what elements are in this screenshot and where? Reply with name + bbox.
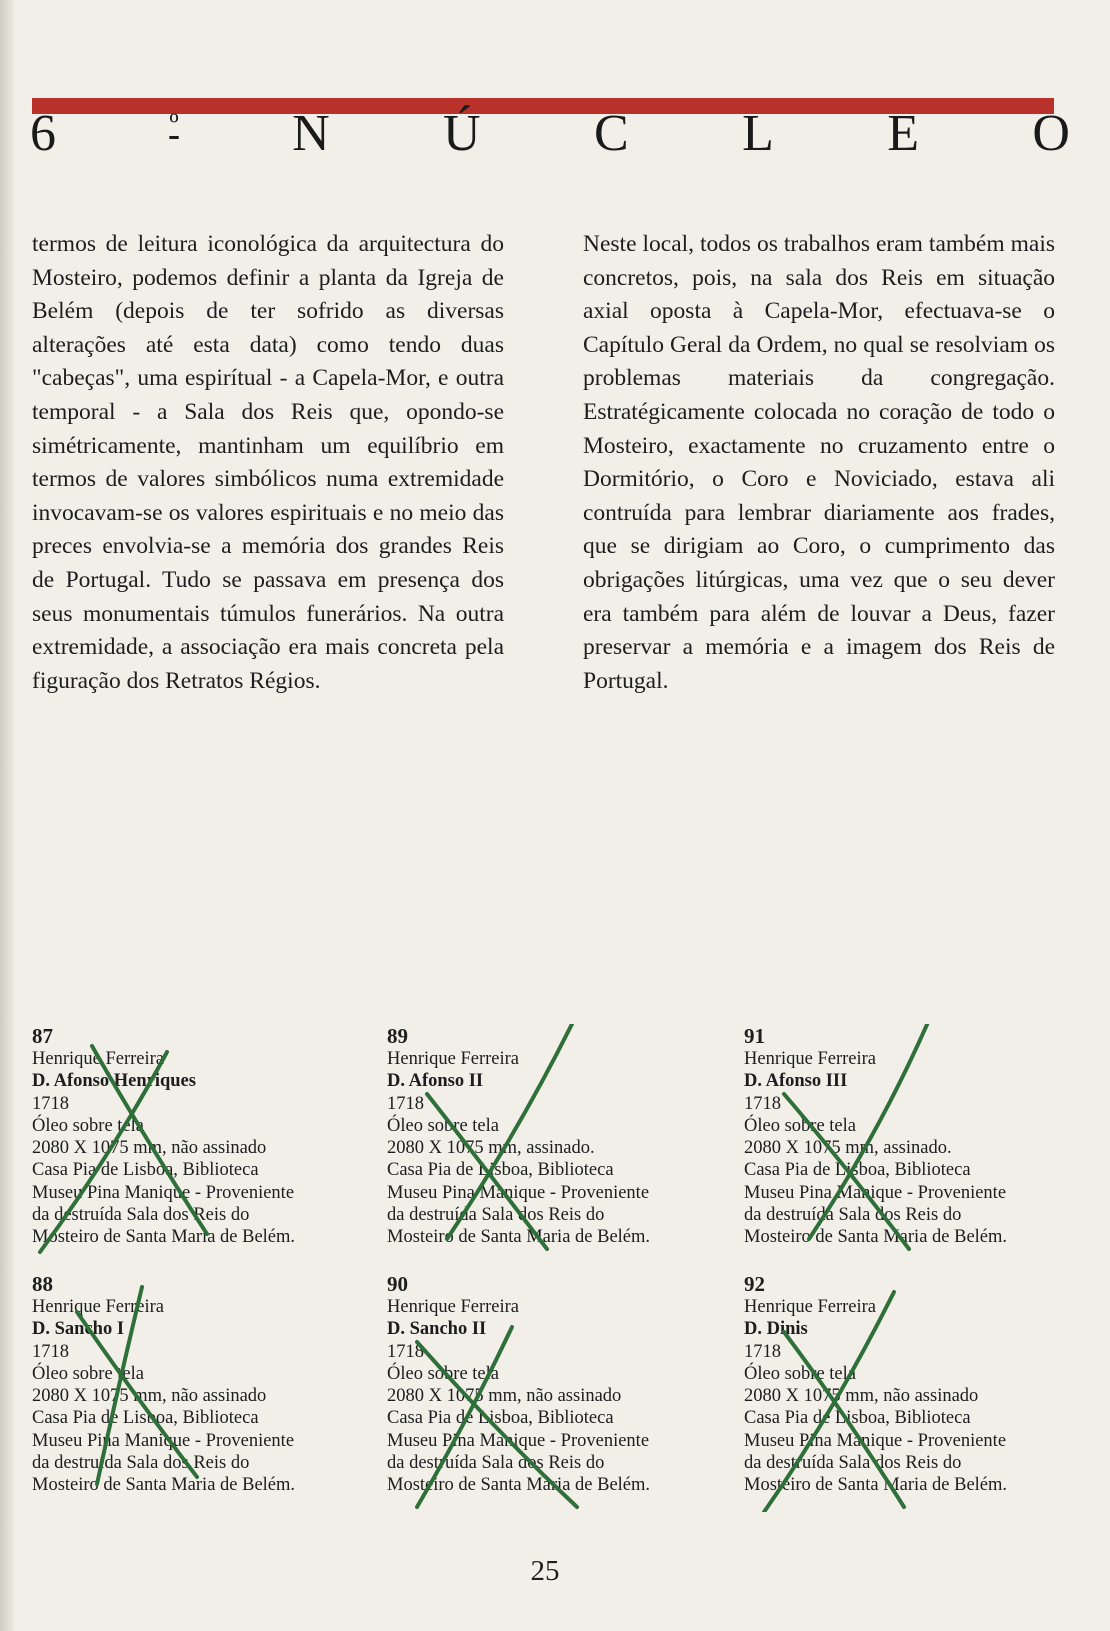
entry-painter: Henrique Ferreira <box>32 1297 165 1317</box>
entry-year: 1718 <box>387 1093 424 1114</box>
entry-dimensions: 2080 X 1075 mm, não assinado <box>32 1138 267 1159</box>
catalogue-entry-89 <box>387 1024 717 1249</box>
catalogue-entries <box>32 1024 1062 1504</box>
entry-painter: Henrique Ferreira <box>744 1297 877 1317</box>
entry-year: 1718 <box>32 1341 69 1362</box>
entry-number: 89 <box>387 1024 408 1048</box>
entry-subject: D. Sancho I <box>32 1319 125 1340</box>
entry-location: da destruída Sala dos Reis do <box>32 1453 250 1474</box>
entry-medium: Óleo sobre tela <box>387 1363 499 1384</box>
entry-medium: Óleo sobre tela <box>744 1115 856 1136</box>
entry-medium: Óleo sobre tela <box>32 1115 144 1136</box>
entry-location: Museu Pina Manique - Proveniente <box>744 1430 1007 1451</box>
catalogue-entry-92 <box>744 1272 1074 1497</box>
title-letter: 6 <box>30 105 56 162</box>
title-letter: O <box>1032 105 1070 162</box>
entry-location: Museu Pina Manique - Proveniente <box>744 1182 1007 1203</box>
entry-year: 1718 <box>32 1093 69 1114</box>
entry-medium: Óleo sobre tela <box>32 1363 144 1384</box>
entry-location: Museu Pina Manique - Proveniente <box>387 1430 650 1451</box>
page-number: 25 <box>530 1555 560 1587</box>
entry-location: Casa Pia de Lisboa, Biblioteca <box>387 1160 614 1181</box>
entry-location: Mosteiro de Santa Maria de Belém. <box>32 1475 296 1496</box>
entry-location: Museu Pina Manique - Proveniente <box>387 1182 650 1203</box>
entry-painter: Henrique Ferreira <box>32 1049 165 1069</box>
body-column-right: Neste local, todos os trabalhos eram também mais concretos, pois, na sala dos Reis em situação axial oposta à Capela-Mor, efectuava-se o Capítulo Geral da Ordem, no qual se resolviam os problemas materiais da congregação. Estratégicamente colocada no coração de todo o Mosteiro, exactamente no cruzamento entre o Dormitório, o Coro e Noviciado, estava ali contruída para lembrar diariamente aos frades, que se dirigiam ao Coro, o cumprimento das obrigações litúrgicas, uma vez que o seu dever era também para além de louvar a Deus, fazer preservar a memória e a imagem dos Reis de Portugal. <box>583 231 1055 694</box>
book-gutter <box>0 0 14 1631</box>
entry-painter: Henrique Ferreira <box>387 1297 520 1317</box>
entry-year: 1718 <box>744 1093 781 1114</box>
title-letter: º <box>169 108 179 141</box>
entry-number: 91 <box>744 1024 765 1048</box>
entry-dimensions: 2080 X 1075 mm, não assinado <box>32 1386 267 1407</box>
entry-location: Museu Pina Manique - Proveniente <box>32 1430 295 1451</box>
entry-year: 1718 <box>744 1341 781 1362</box>
entry-dimensions: 2080 X 1075 mm, não assinado <box>387 1386 622 1407</box>
catalogue-entry-91 <box>744 1024 1074 1249</box>
entry-dimensions: 2080 X 1075 mm, assinado. <box>744 1138 952 1159</box>
entry-subject: D. Afonso III <box>744 1071 848 1092</box>
entry-location: da destruída Sala dos Reis do <box>32 1205 250 1226</box>
entry-location: Casa Pia de Lisboa, Biblioteca <box>387 1408 614 1429</box>
entry-subject: D. Afonso II <box>387 1071 484 1092</box>
entry-location: da destruída Sala dos Reis do <box>387 1205 605 1226</box>
entry-dimensions: 2080 X 1075 mm, não assinado <box>744 1386 979 1407</box>
entry-year: 1718 <box>387 1341 424 1362</box>
body-column-left: termos de leitura iconológica da arquitectura do Mosteiro, podemos definir a planta da Igreja de Belém (depois de ter sofrido as diversas alterações até esta data) como tendo duas "cabeças", uma espirítual - a Capela-Mor, e outra temporal - a Sala dos Reis que, opondo-se simétricamente, mantinham um equilíbrio em termos de valores simbólicos numa extremidade invocavam-se os valores espirituais e no meio das preces envolvia-se a memória dos grandes Reis de Portugal. Tudo se passava em presença dos seus monumentais túmulos funerários. Na outra extremidade, a associação era mais concreta pela figuração dos Retratos Régios. <box>32 231 504 694</box>
entry-number: 92 <box>744 1272 765 1296</box>
title-letter: L <box>742 105 774 162</box>
entry-location: Mosteiro de Santa Maria de Belém. <box>32 1227 296 1248</box>
entry-painter: Henrique Ferreira <box>744 1049 877 1069</box>
entry-medium: Óleo sobre tela <box>744 1363 856 1384</box>
entry-subject: D. Afonso Henriques <box>32 1071 196 1092</box>
chapter-title <box>30 104 1070 164</box>
entry-medium: Óleo sobre tela <box>387 1115 499 1136</box>
title-letter: E <box>887 105 919 162</box>
entry-number: 87 <box>32 1024 53 1048</box>
entry-location: da destruída Sala dos Reis do <box>387 1453 605 1474</box>
entry-location: Museu Pina Manique - Proveniente <box>32 1182 295 1203</box>
entry-location: Casa Pia de Lisboa, Biblioteca <box>32 1408 259 1429</box>
entry-location: da destruída Sala dos Reis do <box>744 1205 962 1226</box>
entry-location: Mosteiro de Santa Maria de Belém. <box>744 1227 1008 1248</box>
title-letter: N <box>292 105 330 162</box>
entry-location: da destruída Sala dos Reis do <box>744 1453 962 1474</box>
entry-location: Mosteiro de Santa Maria de Belém. <box>387 1227 651 1248</box>
entry-location: Mosteiro de Santa Maria de Belém. <box>744 1475 1008 1496</box>
entry-location: Casa Pia de Lisboa, Biblioteca <box>32 1160 259 1181</box>
catalogue-entry-90 <box>387 1272 717 1497</box>
entry-location: Casa Pia de Lisboa, Biblioteca <box>744 1160 971 1181</box>
entry-location: Mosteiro de Santa Maria de Belém. <box>387 1475 651 1496</box>
entry-subject: D. Dinis <box>744 1319 808 1340</box>
entry-subject: D. Sancho II <box>387 1319 487 1340</box>
entry-painter: Henrique Ferreira <box>387 1049 520 1069</box>
title-letter: Ú <box>443 105 481 162</box>
entry-number: 90 <box>387 1272 408 1296</box>
entry-number: 88 <box>32 1272 53 1296</box>
title-letter: C <box>594 105 629 162</box>
catalogue-entry-88 <box>32 1272 362 1497</box>
catalogue-entry-87 <box>32 1024 362 1249</box>
entry-dimensions: 2080 X 1075 mm, assinado. <box>387 1138 595 1159</box>
entry-location: Casa Pia de Lisboa, Biblioteca <box>744 1408 971 1429</box>
